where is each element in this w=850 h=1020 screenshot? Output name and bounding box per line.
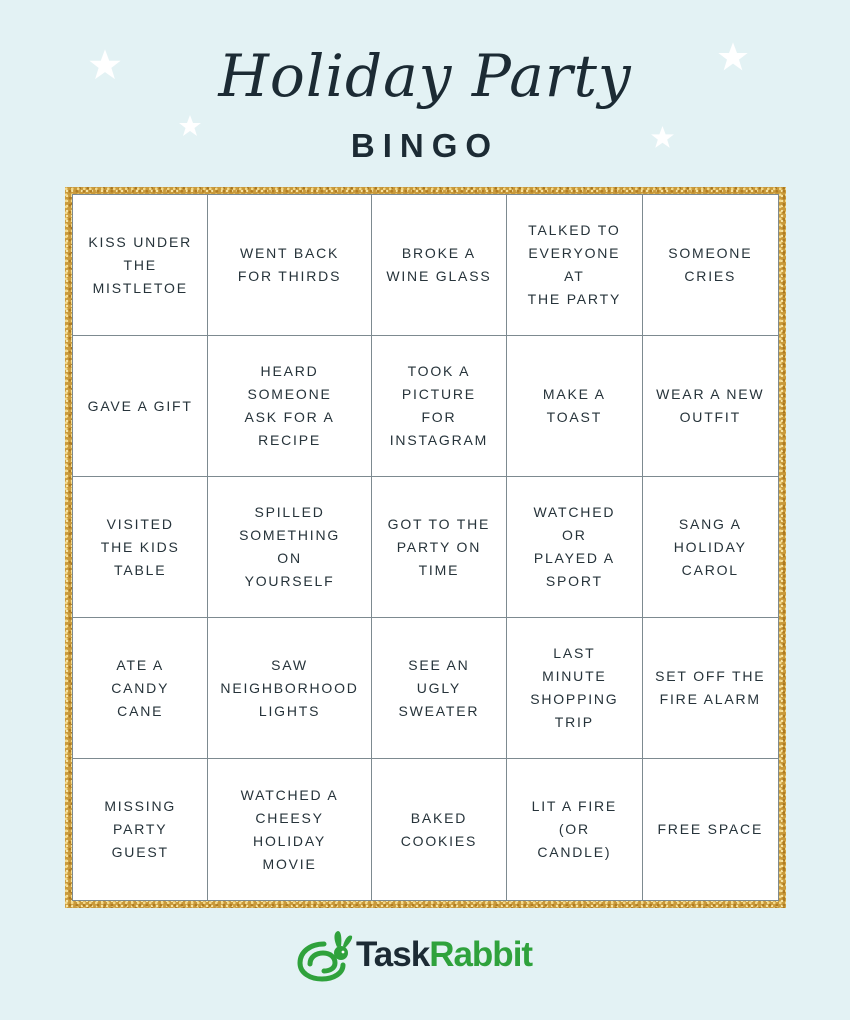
bingo-cell[interactable]: SOMEONE CRIES	[643, 195, 778, 336]
bingo-cell[interactable]: VISITED THE KIDS TABLE	[73, 477, 208, 618]
page-title-bingo: BINGO	[350, 127, 500, 164]
logo-rabbit-text: Rabbit	[429, 935, 533, 974]
bingo-cell[interactable]: SAW NEIGHBORHOOD LIGHTS	[208, 618, 371, 759]
bingo-cell[interactable]: BROKE A WINE GLASS	[372, 195, 507, 336]
bingo-cell[interactable]: ATE A CANDY CANE	[73, 618, 208, 759]
bingo-cell[interactable]: GOT TO THE PARTY ON TIME	[372, 477, 507, 618]
bingo-cell[interactable]: MAKE A TOAST	[507, 336, 642, 477]
bingo-cell[interactable]: WENT BACK FOR THIRDS	[208, 195, 371, 336]
page-title-script: Holiday Party	[218, 42, 632, 110]
rabbit-logo-icon	[296, 928, 354, 982]
bingo-grid	[72, 194, 779, 901]
bingo-cell[interactable]: BAKED COOKIES	[372, 759, 507, 900]
bingo-cell[interactable]: GAVE A GIFT	[73, 336, 208, 477]
bingo-board-frame	[65, 187, 786, 908]
bingo-cell[interactable]: TALKED TO EVERYONE AT THE PARTY	[507, 195, 642, 336]
bingo-cell[interactable]: LIT A FIRE (OR CANDLE)	[507, 759, 642, 900]
bingo-cell[interactable]: SEE AN UGLY SWEATER	[372, 618, 507, 759]
logo-wordmark	[356, 928, 532, 982]
taskrabbit-logo	[296, 928, 532, 982]
bingo-cell[interactable]: SET OFF THE FIRE ALARM	[643, 618, 778, 759]
bingo-cell[interactable]: SPILLED SOMETHING ON YOURSELF	[208, 477, 371, 618]
bingo-cell[interactable]: MISSING PARTY GUEST	[73, 759, 208, 900]
bingo-cell[interactable]: WEAR A NEW OUTFIT	[643, 336, 778, 477]
bingo-cell-free-space[interactable]: FREE SPACE	[657, 821, 764, 837]
bingo-cell[interactable]: LAST MINUTE SHOPPING TRIP	[507, 618, 642, 759]
logo-task-text: Task	[356, 935, 430, 974]
bingo-cell[interactable]: KISS UNDER THE MISTLETOE	[73, 195, 208, 336]
bingo-cell[interactable]: TOOK A PICTURE FOR INSTAGRAM	[372, 336, 507, 477]
bingo-cell[interactable]: WATCHED OR PLAYED A SPORT	[507, 477, 642, 618]
bingo-cell[interactable]: SANG A HOLIDAY CAROL	[643, 477, 778, 618]
bingo-cell[interactable]: WATCHED A CHEESY HOLIDAY MOVIE	[208, 759, 371, 900]
bingo-cell[interactable]: HEARD SOMEONE ASK FOR A RECIPE	[208, 336, 371, 477]
